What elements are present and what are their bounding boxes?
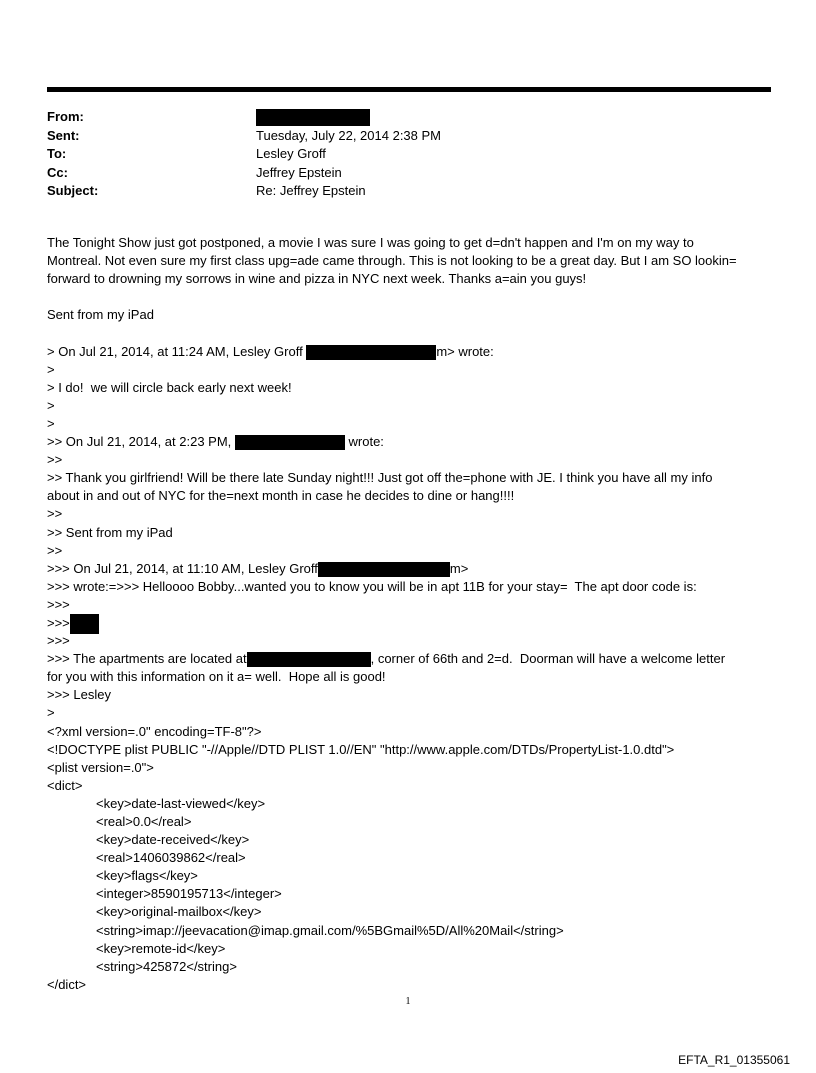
code-redaction <box>70 614 99 634</box>
to-label: To: <box>47 146 67 161</box>
address-redaction <box>247 652 371 667</box>
subject-value: Re: Jeffrey Epstein <box>256 183 366 198</box>
from-label: From: <box>47 109 84 124</box>
quote-line: >>> <box>47 633 70 649</box>
xml-line: <real>0.0</real> <box>96 814 192 829</box>
body-line: Montreal. Not even sure my first class upg=ade came through. This is not looking to be a great day. But I am SO lookin= <box>47 253 737 269</box>
cc-row <box>47 164 767 183</box>
to-value: Lesley Groff <box>256 146 326 161</box>
xml-line: <integer>8590195713</integer> <box>96 886 282 902</box>
quote-line: > On Jul 21, 2014, at 11:24 AM, Lesley Groff m> wrote: <box>47 343 494 359</box>
quote-line: >> <box>47 506 63 522</box>
sent-label: Sent: <box>47 127 80 143</box>
quote-line: >> <box>47 452 63 468</box>
xml-line: <string>imap://jeevacation@imap.gmail.com/%5BGmail%5D/All%20Mail</string> <box>96 922 564 938</box>
xml-line: <key>original-mailbox</key> <box>96 904 262 920</box>
sent-row <box>47 127 767 146</box>
xml-line: <string>425872</string> <box>96 958 237 974</box>
quote-line: >> <box>47 542 63 558</box>
body-line: The Tonight Show just got postponed, a movie I was sure I was going to get d=dn't happen and I'm on my way to <box>47 235 694 250</box>
header-rule <box>47 87 771 92</box>
quote-line: about in and out of NYC for the=next month in case he decides to dine or hang!!!! <box>47 488 515 504</box>
quote-line: > <box>47 415 55 431</box>
xml-line: <key>flags</key> <box>96 868 198 884</box>
sender-redaction <box>235 435 345 450</box>
quote-line: >> Thank you girlfriend! Will be there late Sunday night!!! Just got off the=phone with JE. I think you have all my info <box>47 470 713 486</box>
quote-line: > I do! we will circle back early next week! <box>47 379 292 395</box>
quote-line: > <box>47 361 55 377</box>
xml-line: <!DOCTYPE plist PUBLIC "-//Apple//DTD PLIST 1.0//EN" "http://www.apple.com/DTDs/PropertyList-1.0.dtd"> <box>47 741 675 757</box>
xml-line: <key>date-received</key> <box>96 832 250 848</box>
subject-row <box>47 182 767 201</box>
quote-line: > <box>47 705 55 721</box>
to-row <box>47 145 767 164</box>
quote-line: >>> <box>47 596 70 612</box>
quote-line: >>> <box>47 614 767 632</box>
signature-line: Sent from my iPad <box>47 307 154 323</box>
xml-line: <plist version=.0"> <box>47 759 154 775</box>
from-redaction <box>256 109 370 126</box>
xml-line: <dict> <box>47 777 83 793</box>
quote-line: >> Sent from my iPad <box>47 524 173 540</box>
quote-line: >>> On Jul 21, 2014, at 11:10 AM, Lesley Groff m> <box>47 560 469 576</box>
quote-line: >>> The apartments are located at , corner of 66th and 2=d. Doorman will have a welcome letter <box>47 651 726 667</box>
document-id: EFTA_R1_01355061 <box>678 1053 790 1067</box>
sent-value: Tuesday, July 22, 2014 2:38 PM <box>256 127 441 143</box>
xml-line: <?xml version=.0" encoding=TF-8"?> <box>47 723 262 739</box>
page-number: 1 <box>405 996 411 1007</box>
quote-line: >> On Jul 21, 2014, at 2:23 PM, wrote: <box>47 434 384 450</box>
body-line: forward to drowning my sorrows in wine and pizza in NYC next week. Thanks a=ain you guys! <box>47 271 587 287</box>
email-body <box>47 234 767 994</box>
xml-line: <real>1406039862</real> <box>96 850 246 866</box>
quote-line: for you with this information on it a= well. Hope all is good! <box>47 669 386 685</box>
cc-value: Jeffrey Epstein <box>256 164 342 180</box>
xml-line: <key>date-last-viewed</key> <box>96 795 266 811</box>
xml-line: <key>remote-id</key> <box>96 940 226 956</box>
subject-label: Subject: <box>47 183 99 198</box>
from-row <box>47 108 767 127</box>
email-header <box>47 108 767 201</box>
email-redaction <box>306 345 436 360</box>
quote-line: > <box>47 397 55 413</box>
quote-line: >>> wrote:=>>> Helloooo Bobby...wanted you to know you will be in apt 11B for your stay= The apt door code is: <box>47 578 697 594</box>
quote-line: >>> Lesley <box>47 687 111 703</box>
email-redaction <box>318 562 450 577</box>
cc-label: Cc: <box>47 164 68 180</box>
xml-line: </dict> <box>47 976 87 992</box>
